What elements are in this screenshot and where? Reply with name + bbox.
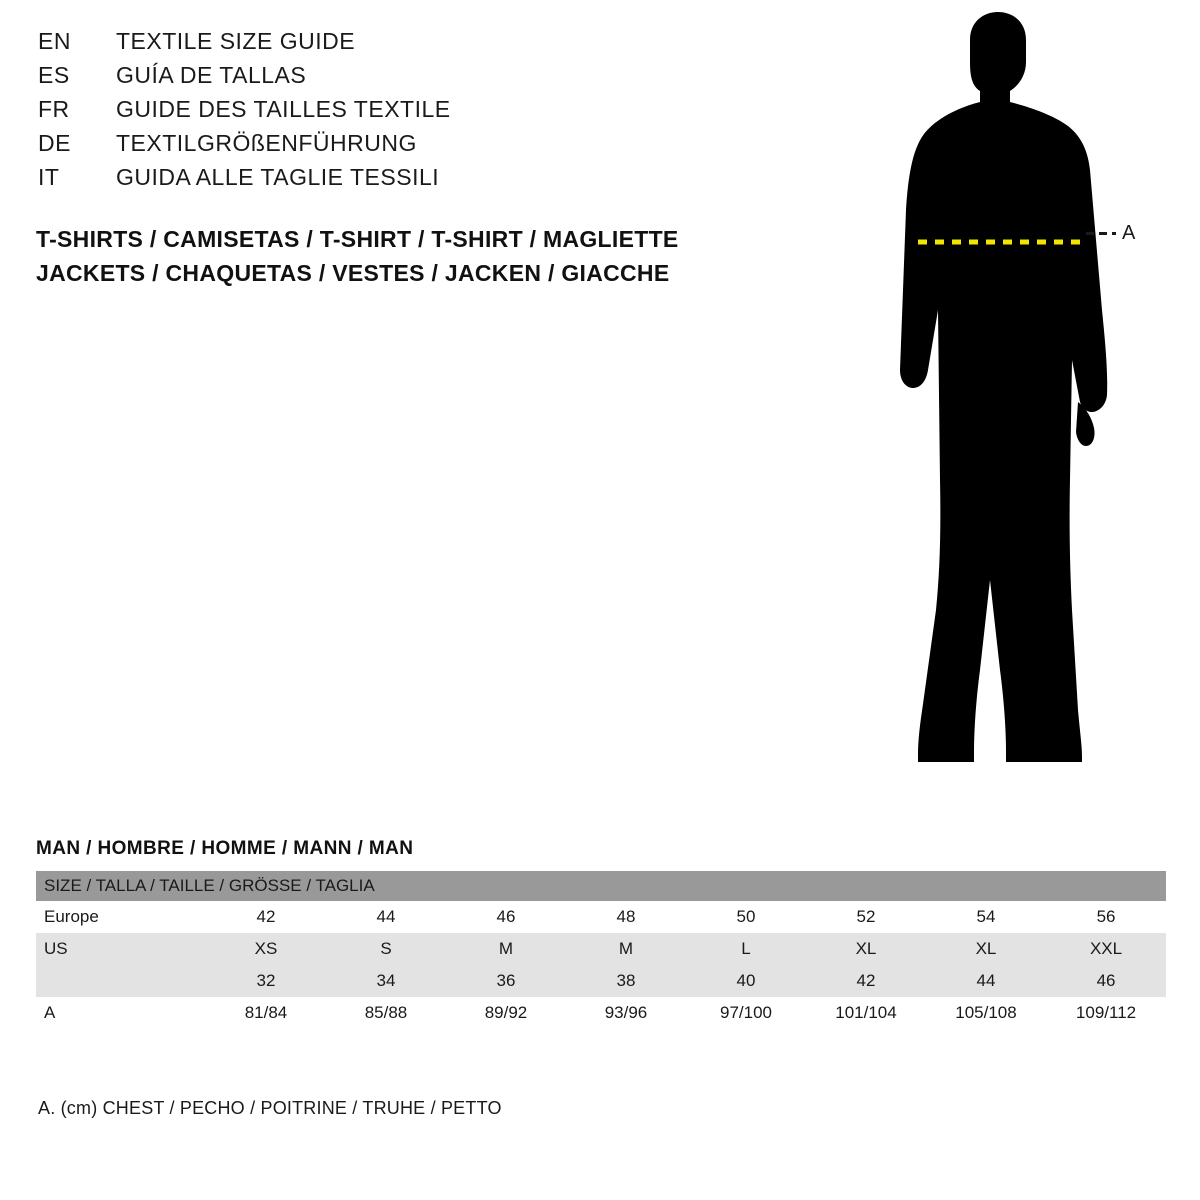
table-row [36, 933, 1166, 965]
cell: 97/100 [686, 997, 806, 1029]
language-title: GUIDE DES TAILLES TEXTILE [116, 96, 451, 122]
measure-label-a: A [1122, 222, 1136, 244]
chest-measure-line [820, 10, 1180, 800]
language-row [38, 96, 738, 130]
row-label [36, 965, 206, 997]
garment-category-list [36, 222, 796, 290]
cell: 42 [206, 901, 326, 933]
cell: 89/92 [446, 997, 566, 1029]
table-section-title: MAN / HOMBRE / HOMME / MANN / MAN [36, 838, 414, 859]
cell: 44 [326, 901, 446, 933]
table-row [36, 997, 1166, 1029]
cell: 101/104 [806, 997, 926, 1029]
cell: 34 [326, 965, 446, 997]
size-table-section [36, 838, 1166, 1029]
language-title: GUÍA DE TALLAS [116, 62, 307, 88]
cell: XS [206, 933, 326, 965]
language-row [38, 130, 738, 164]
language-title: GUIDA ALLE TAGLIE TESSILI [116, 164, 440, 190]
cell: 93/96 [566, 997, 686, 1029]
cell: 109/112 [1046, 997, 1166, 1029]
language-title-block [38, 28, 738, 198]
cell: L [686, 933, 806, 965]
cell: 44 [926, 965, 1046, 997]
cell: S [326, 933, 446, 965]
cell: XL [926, 933, 1046, 965]
cell: M [446, 933, 566, 965]
cell: M [566, 933, 686, 965]
table-header-row [36, 871, 1166, 901]
cell: 36 [446, 965, 566, 997]
cell: 46 [446, 901, 566, 933]
language-row [38, 62, 738, 96]
cell: 105/108 [926, 997, 1046, 1029]
cell: 46 [1046, 965, 1166, 997]
cell: 54 [926, 901, 1046, 933]
cell: 42 [806, 965, 926, 997]
language-row [38, 164, 738, 198]
garment-category: T-SHIRTS / CAMISETAS / T-SHIRT / T-SHIRT / MAGLIETTE [36, 226, 679, 252]
row-label: US [36, 933, 206, 965]
size-table [36, 871, 1166, 1029]
row-label: Europe [36, 901, 206, 933]
language-row [38, 28, 738, 62]
cell: 85/88 [326, 997, 446, 1029]
cell: XL [806, 933, 926, 965]
language-code: ES [38, 62, 70, 88]
table-row [36, 965, 1166, 997]
measure-leader-line [1086, 232, 1116, 235]
table-header-label: SIZE / TALLA / TAILLE / GRÖSSE / TAGLIA [36, 871, 1166, 901]
language-code: DE [38, 130, 71, 156]
table-row [36, 901, 1166, 933]
cell: 56 [1046, 901, 1166, 933]
cell: 48 [566, 901, 686, 933]
row-label: A [36, 997, 206, 1029]
language-code: EN [38, 28, 71, 54]
language-title: TEXTILE SIZE GUIDE [116, 28, 356, 54]
cell: 40 [686, 965, 806, 997]
cell: 52 [806, 901, 926, 933]
cell: XXL [1046, 933, 1166, 965]
cell: 50 [686, 901, 806, 933]
cell: 38 [566, 965, 686, 997]
cell: 32 [206, 965, 326, 997]
cell: 81/84 [206, 997, 326, 1029]
garment-category: JACKETS / CHAQUETAS / VESTES / JACKEN / GIACCHE [36, 260, 670, 286]
body-silhouette-figure [820, 10, 1180, 800]
language-code: IT [38, 164, 60, 190]
language-code: FR [38, 96, 70, 122]
measurement-footnote: A. (cm) CHEST / PECHO / POITRINE / TRUHE / PETTO [38, 1098, 502, 1118]
language-title: TEXTILGRÖßENFÜHRUNG [116, 130, 417, 156]
